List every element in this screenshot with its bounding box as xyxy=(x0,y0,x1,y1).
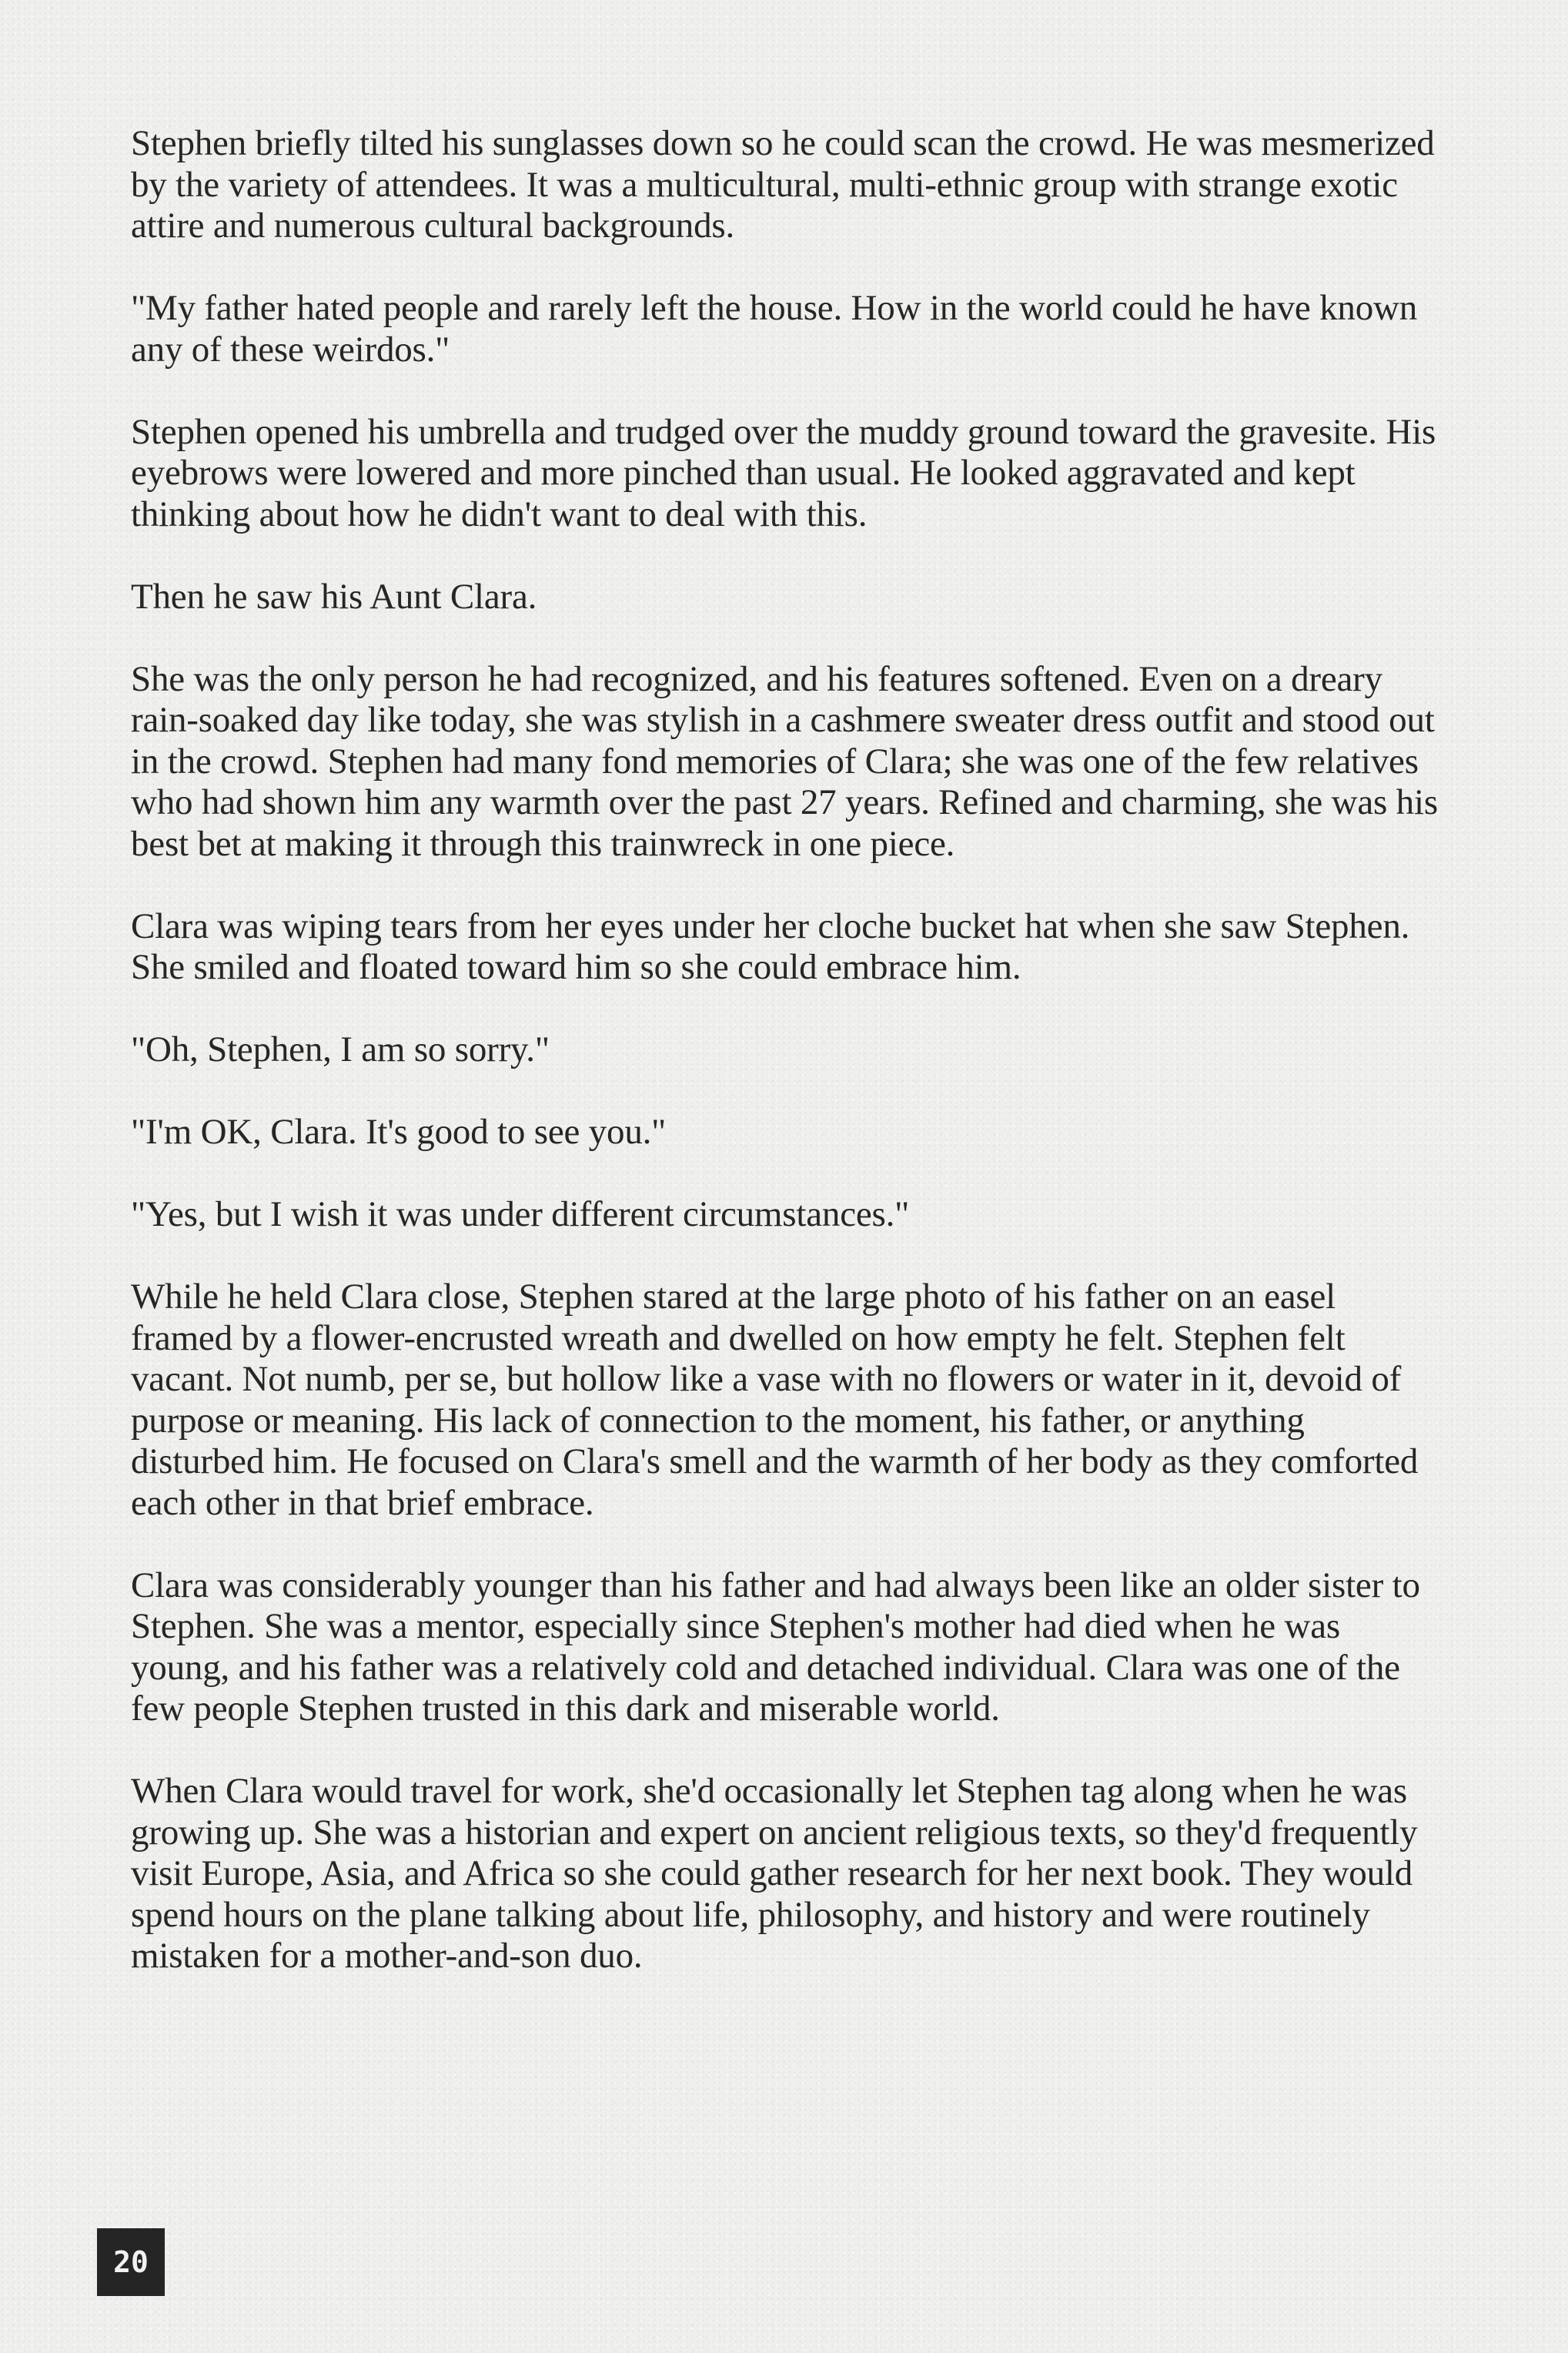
paragraph: When Clara would travel for work, she'd occasionally let Stephen tag along when he was growing up. She was a historian and expert on ancient religious texts, so they'd frequently visit Europe, Asia, and Africa so she could gather research for her next book. They would spend hours on the plane talking about life, philosophy, and history and were routinely mistaken for a mother-and-son duo. xyxy=(131,1771,1418,1976)
paragraph: Stephen briefly tilted his sunglasses down so he could scan the crowd. He was mesmerized by the variety of attendees. It was a multicultural, multi-ethnic group with strange exotic attire and numerous cultural backgrounds. xyxy=(131,123,1435,246)
page-number-badge: 20 xyxy=(97,2228,165,2296)
paragraph: Stephen opened his umbrella and trudged over the muddy ground toward the gravesite. His eyebrows were lowered and more pinched than usual. He looked aggravated and kept thinking about how he didn't want to deal with this. xyxy=(131,411,1436,534)
paragraph: "My father hated people and rarely left the house. How in the world could he have known any of these weirdos." xyxy=(131,288,1418,370)
paragraph: She was the only person he had recognized, and his features softened. Even on a dreary rain-soaked day like today, she was stylish in a cashmere sweater dress outfit and stood out in the crowd. Stephen had many fond memories of Clara; she was one of the few relatives who had shown him any warmth over the past 27 years. Refined and charming, she was his best bet at making it through this trainwreck in one piece. xyxy=(131,658,1438,864)
paragraph: While he held Clara close, Stephen stared at the large photo of his father on an easel framed by a flower-encrusted wreath and dwelled on how empty he felt. Stephen felt vacant. Not numb, per se, but hollow like a vase with no flowers or water in it, devoid of purpose or meaning. His lack of connection to the moment, his father, or anything disturbed him. He focused on Clara's smell and the warmth of her body as they comforted each other in that brief embrace. xyxy=(131,1277,1419,1523)
paragraph: "I'm OK, Clara. It's good to see you." xyxy=(131,1112,667,1152)
paragraph: "Yes, but I wish it was under different circumstances." xyxy=(131,1194,910,1234)
paragraph: Clara was wiping tears from her eyes under her cloche bucket hat when she saw Stephen. She smiled and floated toward him so she could embrace him. xyxy=(131,905,1410,987)
paragraph: Then he saw his Aunt Clara. xyxy=(131,576,537,617)
paragraph: "Oh, Stephen, I am so sorry." xyxy=(131,1029,550,1069)
body-text xyxy=(131,123,1439,2018)
paragraph: Clara was considerably younger than his father and had always been like an older sister to Stephen. She was a mentor, especially since Stephen's mother had died when he was young, and his father was a relatively cold and detached individual. Clara was one of the few people Stephen trusted in this dark and miserable world. xyxy=(131,1565,1420,1729)
